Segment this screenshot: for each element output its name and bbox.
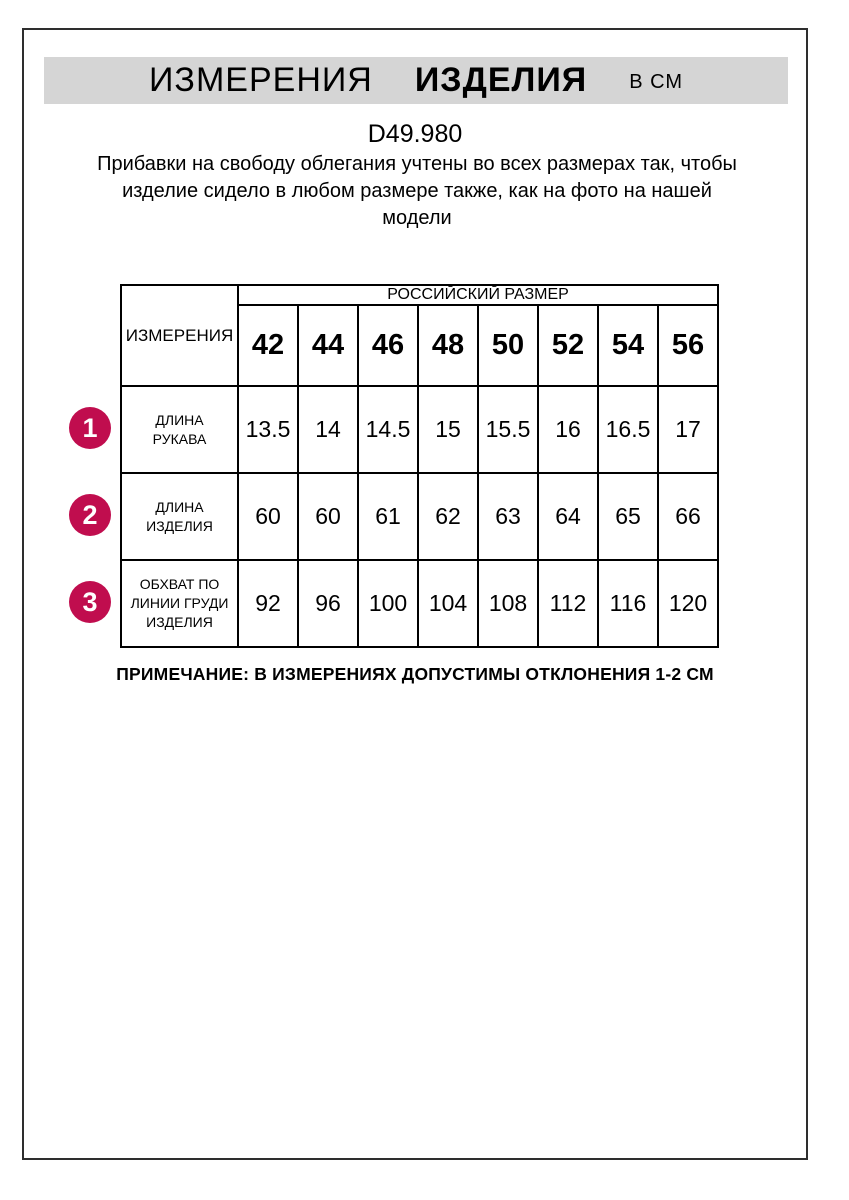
- table-cell: 64: [538, 473, 598, 560]
- table-cell: 61: [358, 473, 418, 560]
- table-cell: 92: [238, 560, 298, 647]
- size-header-48: 48: [418, 305, 478, 386]
- table-cell: 15: [418, 386, 478, 473]
- note-text: ПРИМЕЧАНИЕ: В ИЗМЕРЕНИЯХ ДОПУСТИМЫ ОТКЛОНЕНИЯ 1-2 СМ: [116, 664, 714, 684]
- row-number-badge-3: 3: [69, 581, 111, 623]
- corner-header-cell: ИЗМЕРЕНИЯ: [121, 285, 238, 386]
- table-row-sleeve-length: [121, 386, 718, 473]
- title-measurements: ИЗМЕРЕНИЯ: [148, 61, 373, 99]
- page-frame: [22, 28, 808, 1160]
- size-header-50: 50: [478, 305, 538, 386]
- table-cell: 63: [478, 473, 538, 560]
- row-label-sleeve-length: ДЛИНА РУКАВА: [121, 386, 238, 473]
- title-bar: [44, 57, 788, 104]
- table-cell: 60: [298, 473, 358, 560]
- table-cell: 17: [658, 386, 718, 473]
- size-header-46: 46: [358, 305, 418, 386]
- row-number-badge-1: 1: [69, 407, 111, 449]
- table-header-group-row: [121, 285, 718, 305]
- table-cell: 62: [418, 473, 478, 560]
- row-label-garment-length: ДЛИНА ИЗДЕЛИЯ: [121, 473, 238, 560]
- size-group-header-cell: РОССИЙСКИЙ РАЗМЕР: [238, 285, 718, 305]
- product-description: Прибавки на свободу облегания учтены во всех размерах так, чтобы изделие сидело в любом размере также, как на фото на нашей модели: [97, 153, 737, 229]
- table-cell: 120: [658, 560, 718, 647]
- size-header-54: 54: [598, 305, 658, 386]
- title-unit: В СМ: [629, 71, 684, 93]
- table-cell: 66: [658, 473, 718, 560]
- table-row-chest-girth: [121, 560, 718, 647]
- table-cell: 96: [298, 560, 358, 647]
- table-cell: 13.5: [238, 386, 298, 473]
- size-header-42: 42: [238, 305, 298, 386]
- table-cell: 112: [538, 560, 598, 647]
- size-header-44: 44: [298, 305, 358, 386]
- size-header-52: 52: [538, 305, 598, 386]
- row-label-chest-girth: ОБХВАТ ПО ЛИНИИ ГРУДИ ИЗДЕЛИЯ: [121, 560, 238, 647]
- table-cell: 16.5: [598, 386, 658, 473]
- table-cell: 14: [298, 386, 358, 473]
- table-cell: 65: [598, 473, 658, 560]
- table-cell: 116: [598, 560, 658, 647]
- table-cell: 108: [478, 560, 538, 647]
- product-code: D49.980: [367, 120, 463, 148]
- size-table: [120, 284, 719, 648]
- table-cell: 100: [358, 560, 418, 647]
- table-cell: 104: [418, 560, 478, 647]
- row-number-badge-2: 2: [69, 494, 111, 536]
- table-cell: 14.5: [358, 386, 418, 473]
- table-cell: 15.5: [478, 386, 538, 473]
- table-cell: 16: [538, 386, 598, 473]
- table-row-garment-length: [121, 473, 718, 560]
- title-product: ИЗДЕЛИЯ: [414, 61, 588, 99]
- table-cell: 60: [238, 473, 298, 560]
- size-header-56: 56: [658, 305, 718, 386]
